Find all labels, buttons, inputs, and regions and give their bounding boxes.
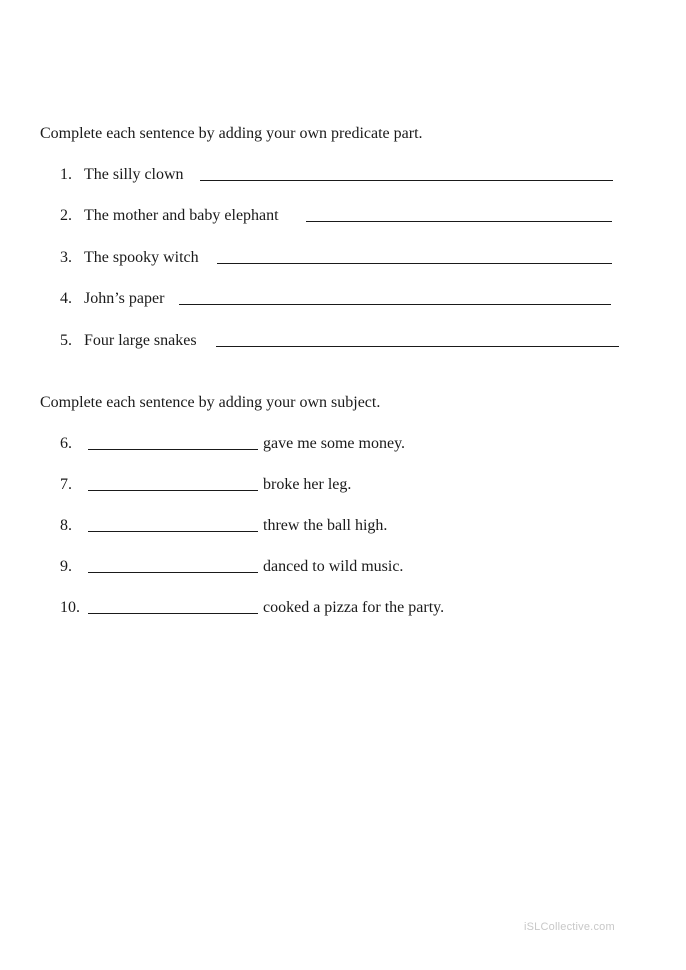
sentence-subject: The silly clown xyxy=(84,166,184,183)
item-number: 9. xyxy=(60,558,72,575)
sentence-predicate: cooked a pizza for the party. xyxy=(263,599,445,616)
section2-instruction: Complete each sentence by adding your own subject. xyxy=(40,394,381,411)
item-number: 6. xyxy=(60,435,72,452)
answer-blank[interactable] xyxy=(217,263,612,264)
answer-blank[interactable] xyxy=(88,449,258,450)
sentence-predicate: threw the ball high. xyxy=(263,517,388,534)
item-number: 4. xyxy=(60,290,72,307)
item-number: 8. xyxy=(60,517,72,534)
sentence-predicate: broke her leg. xyxy=(263,476,352,493)
watermark: iSLCollective.com xyxy=(524,921,615,933)
answer-blank[interactable] xyxy=(88,531,258,532)
answer-blank[interactable] xyxy=(88,572,258,573)
answer-blank[interactable] xyxy=(88,613,258,614)
answer-blank[interactable] xyxy=(306,221,612,222)
answer-blank[interactable] xyxy=(179,304,611,305)
section1-instruction: Complete each sentence by adding your own predicate part. xyxy=(40,125,423,142)
answer-blank[interactable] xyxy=(88,490,258,491)
sentence-predicate: danced to wild music. xyxy=(263,558,404,575)
item-number: 2. xyxy=(60,207,72,224)
item-number: 5. xyxy=(60,332,72,349)
item-number: 1. xyxy=(60,166,72,183)
sentence-subject: The mother and baby elephant xyxy=(84,207,279,224)
answer-blank[interactable] xyxy=(200,180,613,181)
item-number: 3. xyxy=(60,249,72,266)
sentence-subject: Four large snakes xyxy=(84,332,197,349)
sentence-subject: The spooky witch xyxy=(84,249,199,266)
item-number: 7. xyxy=(60,476,72,493)
item-number: 10. xyxy=(60,599,80,616)
sentence-subject: John’s paper xyxy=(84,290,165,307)
sentence-predicate: gave me some money. xyxy=(263,435,406,452)
answer-blank[interactable] xyxy=(216,346,619,347)
